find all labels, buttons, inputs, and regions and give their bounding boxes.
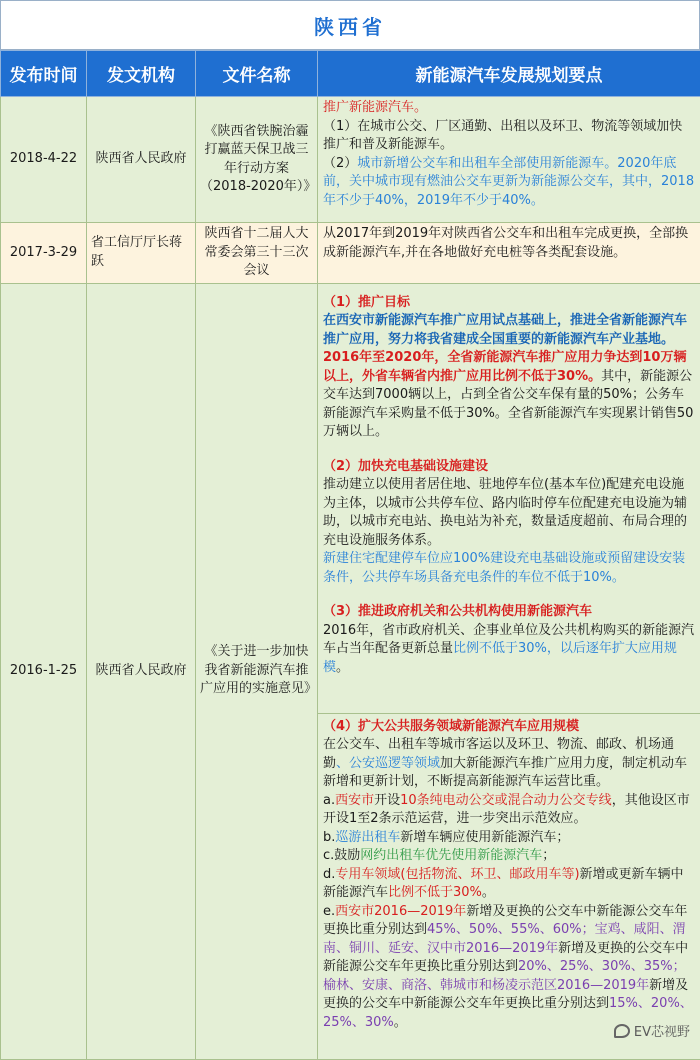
section-text bbox=[323, 622, 695, 678]
point-text: 城市新增公交车和出租车全部使用新能源车。2020年底前，关中城市现有燃油公交车更新为新能源公交车，其中，2018年不少于40%，2019年不少于40%。 bbox=[323, 156, 694, 208]
section-tail: 其中，新能源公交车达到7000辆以上，占到全省公交车保有量的50%；公务车新能源汽车采购量不低于30%。全省新能源汽车实现累计销售50万辆以上。 bbox=[323, 369, 693, 440]
watermark bbox=[614, 1021, 690, 1040]
section-span: ，其他设区市开设1至2条示范运营，进一步突出示范效应。 bbox=[323, 793, 690, 827]
section-span: 新增及更换的公交车中新能源公交车年更换比重分别达到 bbox=[323, 978, 688, 1012]
section-span: 45%、50%、55%、60%；宝鸡、咸阳、渭南、铜川、延安、汉中市2016—2019年 bbox=[323, 922, 686, 956]
table-row bbox=[1, 97, 700, 223]
section-span: 巡游出租车 bbox=[335, 830, 400, 845]
header-row bbox=[1, 51, 700, 97]
row-points bbox=[318, 97, 700, 223]
section-span: a. bbox=[323, 793, 335, 808]
section-title: （4）扩大公共服务领域新能源汽车应用规模 bbox=[323, 718, 695, 737]
section-span: 在公交车、出租车等城市客运以及环卫、物流、邮政、机场通勤 bbox=[323, 737, 674, 771]
section-span: 、公安巡逻等领域 bbox=[336, 756, 440, 771]
row-org: 陕西省人民政府 bbox=[87, 97, 196, 223]
header-points: 新能源汽车发展规划要点 bbox=[318, 51, 700, 97]
row-doc: 《陕西省铁腕治霾打赢蓝天保卫战三年行动方案（2018-2020年）》 bbox=[196, 97, 318, 223]
section-span: d. bbox=[323, 867, 335, 882]
section-span: 10条纯电动公交或混合动力公交专线 bbox=[400, 793, 612, 808]
row-org: 省工信厅厅长蒋跃 bbox=[87, 223, 196, 284]
row-date: 2018-4-22 bbox=[1, 97, 87, 223]
row-date: 2016-1-25 bbox=[1, 283, 87, 1059]
section-span: 西安市2016—2019年 bbox=[335, 904, 466, 919]
section-text bbox=[323, 866, 695, 903]
section-span: 15%、20%、25%、30% bbox=[323, 996, 693, 1030]
section-span: 。 bbox=[394, 1015, 407, 1030]
section-span: 新增车辆应使用新能源汽车； bbox=[400, 830, 569, 845]
section-text: 新建住宅配建停车位应100%建设充电基础设施或预留建设安装条件，公共停车场具备充电条件的车位不低于10%。 bbox=[323, 550, 695, 587]
section-title: （1）推广目标 bbox=[323, 294, 695, 313]
point-line bbox=[323, 155, 695, 211]
header-date: 发布时间 bbox=[1, 51, 87, 97]
page-title: 陕西省 bbox=[0, 0, 700, 50]
header-doc: 文件名称 bbox=[196, 51, 318, 97]
section-text bbox=[323, 903, 695, 1033]
section-text: 在西安市新能源汽车推广应用试点基础上，推进全省新能源汽车推广应用，努力将我省建成全国重要的新能源汽车产业基地。 bbox=[323, 312, 695, 349]
chat-bubble-icon bbox=[614, 1024, 630, 1038]
section-span: 专用车领域(包括物流、环卫、邮政用车等) bbox=[335, 867, 579, 882]
section-title: （2）加快充电基础设施建设 bbox=[323, 458, 695, 477]
section-highlight: 2016年至2020年，全省新能源汽车推广应用力争达到10万辆以上，外省车辆省内推广应用比例不低于30%。 bbox=[323, 350, 686, 384]
row-points: 从2017年到2019年对陕西省公交车和出租车完成更换，全部换成新能源汽车,并在各地做好充电桩等各类配套设施。 bbox=[318, 223, 700, 284]
section-span: 西安市 bbox=[335, 793, 374, 808]
row-org: 陕西省人民政府 bbox=[87, 283, 196, 1059]
section-text bbox=[323, 349, 695, 442]
section-span: e. bbox=[323, 904, 335, 919]
row-doc: 陕西省十二届人大常委会第三十三次会议 bbox=[196, 223, 318, 284]
section-span: 网约出租车优先使用新能源汽车 bbox=[360, 848, 542, 863]
section-span: 20%、25%、30%、35%；榆林、安康、商洛、韩城市和杨凌示范区2016—2019年 bbox=[323, 959, 686, 993]
section-text: 推动建立以使用者居住地、驻地停车位(基本车位)配建充电设施为主体，以城市公共停车位、路内临时停车位配建充电设施为辅助，以城市充电站、换电站为补充，数量适度超前、布局合理的充电设施服务体系。 bbox=[323, 476, 695, 550]
section-span: 开设 bbox=[374, 793, 400, 808]
section-text bbox=[323, 792, 695, 829]
section-text bbox=[323, 847, 695, 866]
section-span: 新增及更换的公交车中新能源公交车年更换比重分别达到 bbox=[323, 941, 688, 975]
section-text bbox=[323, 736, 695, 792]
row-points bbox=[318, 283, 700, 713]
section-span: 新增或更新车辆中新能源汽车 bbox=[323, 867, 684, 901]
watermark-text: EV芯视野 bbox=[634, 1021, 690, 1040]
section-title: （3）推进政府机关和公共机构使用新能源汽车 bbox=[323, 603, 695, 622]
section-span: 。 bbox=[336, 660, 349, 675]
row-points bbox=[318, 713, 700, 1059]
row-doc: 《关于进一步加快我省新能源汽车推广应用的实施意见》 bbox=[196, 283, 318, 1059]
section-span: 比例不低于30% bbox=[388, 885, 482, 900]
row-date: 2017-3-29 bbox=[1, 223, 87, 284]
header-org: 发文机构 bbox=[87, 51, 196, 97]
section-span: 。 bbox=[482, 885, 495, 900]
point-prefix: （2） bbox=[323, 156, 357, 171]
section-span: c.鼓励 bbox=[323, 848, 360, 863]
point-line: 推广新能源汽车。 bbox=[323, 99, 695, 118]
section-text bbox=[323, 829, 695, 848]
section-span: 加大新能源汽车推广应用力度，制定机动车新增和更新计划，不断提高新能源汽车运营比重。 bbox=[323, 756, 687, 790]
table-row bbox=[1, 223, 700, 284]
section-span: 新增及更换的公交车中新能源公交车年更换比重分别达到 bbox=[323, 904, 687, 938]
section-span: ； bbox=[542, 848, 555, 863]
section-span: b. bbox=[323, 830, 335, 845]
section-span: 比例不低于30%，以后逐年扩大应用规模 bbox=[323, 641, 677, 675]
point-line: （1）在城市公交、厂区通勤、出租以及环卫、物流等领域加快推广和普及新能源车。 bbox=[323, 118, 695, 155]
policy-table bbox=[0, 50, 700, 1060]
table-row bbox=[1, 283, 700, 713]
section-span: 2016年，省市政府机关、企事业单位及公共机构购买的新能源汽车占当年配备更新总量 bbox=[323, 623, 694, 657]
